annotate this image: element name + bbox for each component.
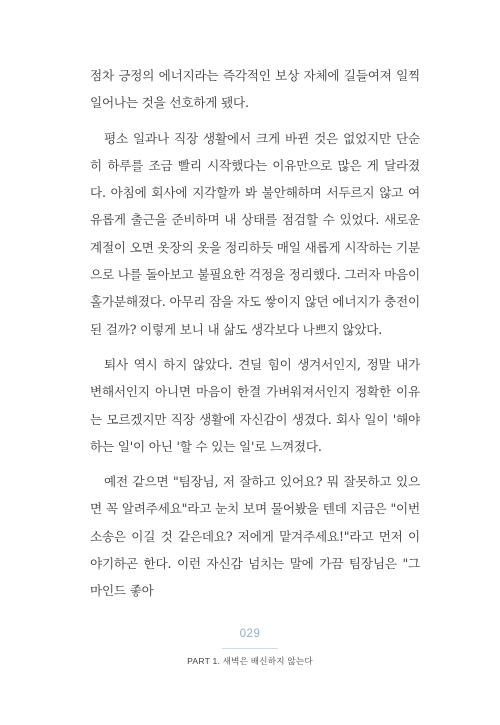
page-number: 029 <box>239 628 261 640</box>
body-text <box>90 62 420 613</box>
paragraph-1: 점차 긍정의 에너지라는 즉각적인 보상 자체에 길들여져 일찍 일어나는 것을 선호하게 됐다. <box>90 68 420 111</box>
footer-divider <box>222 648 278 649</box>
paragraph-2: 평소 일과나 직장 생활에서 크게 바뀐 것은 없었지만 단순히 하루를 조금 빨리 시작했다는 이유만으로 많은 게 달라졌다. 아침에 회사에 지각할까 봐 불안해하며 서두르지 않고 여유롭게 출근을 준비하며 내 상태를 점검할 수 있었다. 새로운 계절이 오면 옷장의 옷을 정리하듯 매일 새롭게 시작하는 기분으로 나를 돌아보고 불필요한 걱정을 정리했다. 그러자 마음이 홀가분해졌다. 아무리 잠을 자도 쌓이지 않던 에너지가 충전이 된 걸까? 이렇게 보니 내 삶도 생각보다 나쁘지 않았다. <box>90 130 420 337</box>
paragraph-4: 예전 같으면 "팀장님, 저 잘하고 있어요? 뭐 잘못하고 있으면 꼭 알려주세요"라고 눈치 보며 물어봤을 텐데 지금은 "이번 소송은 이길 것 같은데요? 저에게 맡겨주세요!"라고 먼저 이야기하곤 한다. 이런 자신감 넘치는 말에 가끔 팀장님은 "그 마인드 좋아 <box>90 474 420 599</box>
paragraph-3: 퇴사 역시 하지 않았다. 견딜 힘이 생겨서인지, 정말 내가 변해서인지 아니면 마음이 한결 가벼워져서인지 정확한 이유는 모르겠지만 직장 생활에 자신감이 생겼다. 회사 일이 '해야 하는 일'이 아닌 '할 수 있는 일'로 느껴졌다. <box>90 356 420 454</box>
running-footer: PART 1. 새벽은 배신하지 않는다 <box>187 656 313 666</box>
